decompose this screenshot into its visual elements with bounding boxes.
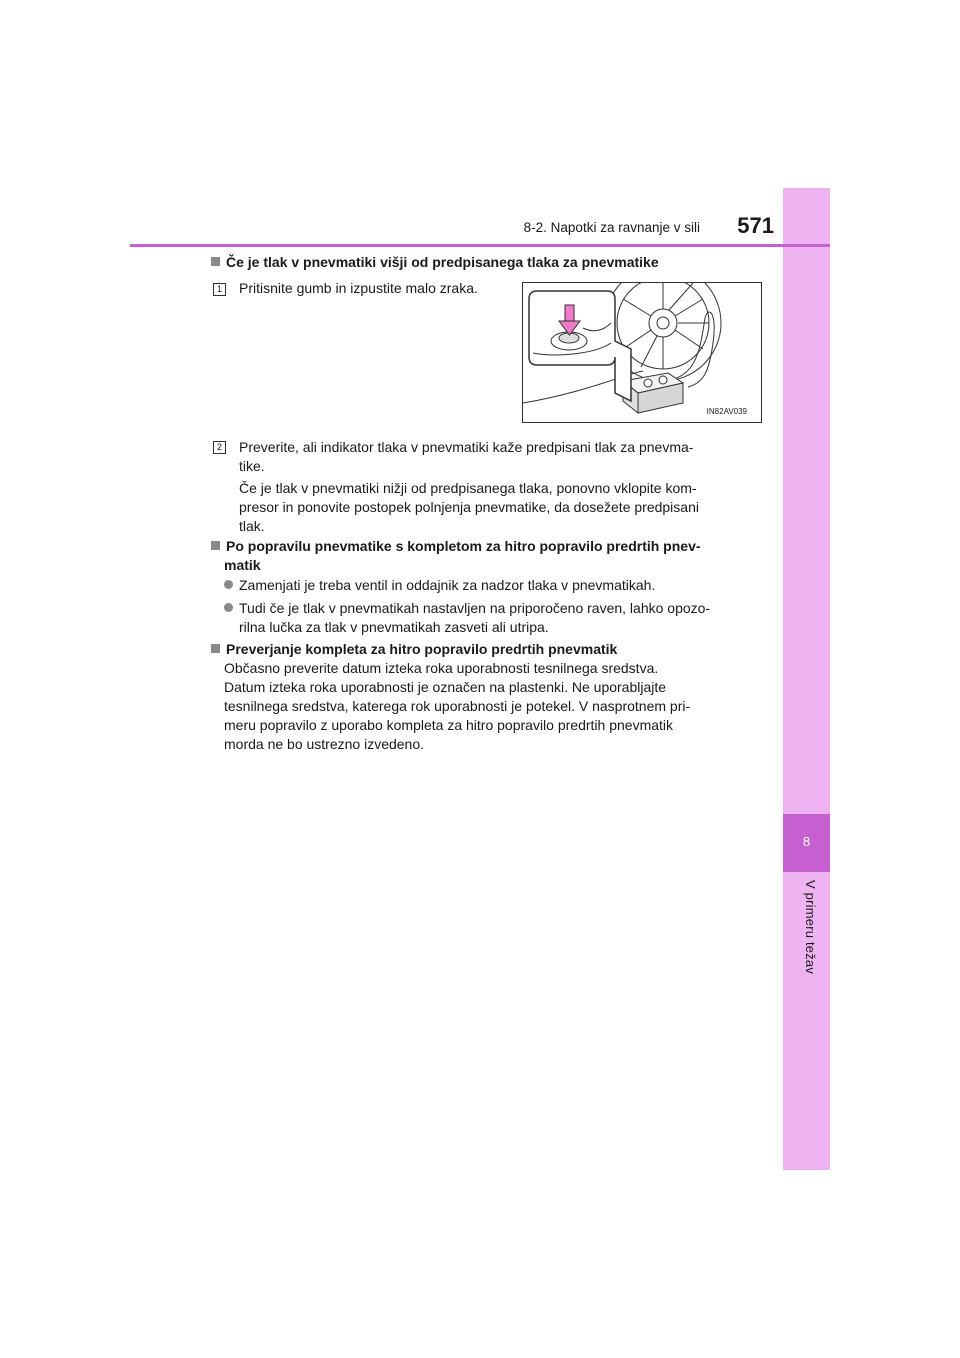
paragraph-line-3: tesnilnega sredstva, katerega rok uporabnosti je potekel. V nasprotnem pri- xyxy=(224,698,691,714)
compressor-illustration xyxy=(522,282,762,423)
round-bullet-icon xyxy=(224,580,233,589)
step-2-line-1: Preverite, ali indikator tlaka v pnevmatiki kaže predpisani tlak za pnevma- xyxy=(239,439,694,455)
section-heading: Po popravilu pnevmatike s kompletom za hitro popravilo predrtih pnev- xyxy=(211,537,751,556)
section-heading-continued: matik xyxy=(224,557,261,573)
header-section-title: 8-2. Napotki za ravnanje v sili xyxy=(523,220,700,235)
compressor-figure-svg xyxy=(523,283,761,422)
section-heading: Preverjanje kompleta za hitro popravilo predrtih pnevmatik xyxy=(211,640,751,659)
page-number: 571 xyxy=(737,213,774,238)
chapter-number-tab xyxy=(783,814,830,872)
step-2-note-line-1: Če je tlak v pnevmatiki nižji od predpisanega tlaka, ponovno vklopite kom- xyxy=(239,480,697,496)
section-heading: Če je tlak v pnevmatiki višji od predpisanega tlaka za pnevmatike xyxy=(211,253,771,272)
step-2-note-line-3: tlak. xyxy=(239,518,265,534)
step-2-line-2: tike. xyxy=(239,458,265,474)
round-bullet-icon xyxy=(224,603,233,612)
step-number-2: 2 xyxy=(213,441,226,454)
paragraph-line-2: Datum izteka roka uporabnosti je označen na plastenki. Ne uporabljajte xyxy=(224,679,667,695)
chapter-side-tab xyxy=(783,188,830,1170)
header-divider xyxy=(130,244,830,247)
chapter-label: V primeru težav xyxy=(803,880,818,975)
list-item: Zamenjati je treba ventil in oddajnik za nadzor tlaka v pnevmatikah. xyxy=(224,576,754,595)
list-item-continued: rilna lučka za tlak v pnevmatikah zasveti ali utripa. xyxy=(239,619,549,635)
step-2-note-line-2: presor in ponovite postopek polnjenja pnevmatike, da dosežete predpisani xyxy=(239,499,699,515)
paragraph-line-5: morda ne bo ustrezno izvedeno. xyxy=(224,736,425,752)
square-bullet-icon xyxy=(211,257,220,266)
square-bullet-icon xyxy=(211,541,220,550)
figure-code-label: IN82AV039 xyxy=(706,407,747,416)
square-bullet-icon xyxy=(211,644,220,653)
chapter-number: 8 xyxy=(802,834,811,849)
step-number-1: 1 xyxy=(213,283,226,296)
paragraph-line-1: Občasno preverite datum izteka roka uporabnosti tesnilnega sredstva. xyxy=(224,660,659,676)
list-item: Tudi če je tlak v pnevmatikah nastavljen na priporočeno raven, lahko opozo- xyxy=(224,599,754,618)
paragraph-line-4: meru popravilo z uporabo kompleta za hitro popravilo predrtih pnevmatik xyxy=(224,717,674,733)
step-1-text: Pritisnite gumb in izpustite malo zraka. xyxy=(239,280,478,296)
